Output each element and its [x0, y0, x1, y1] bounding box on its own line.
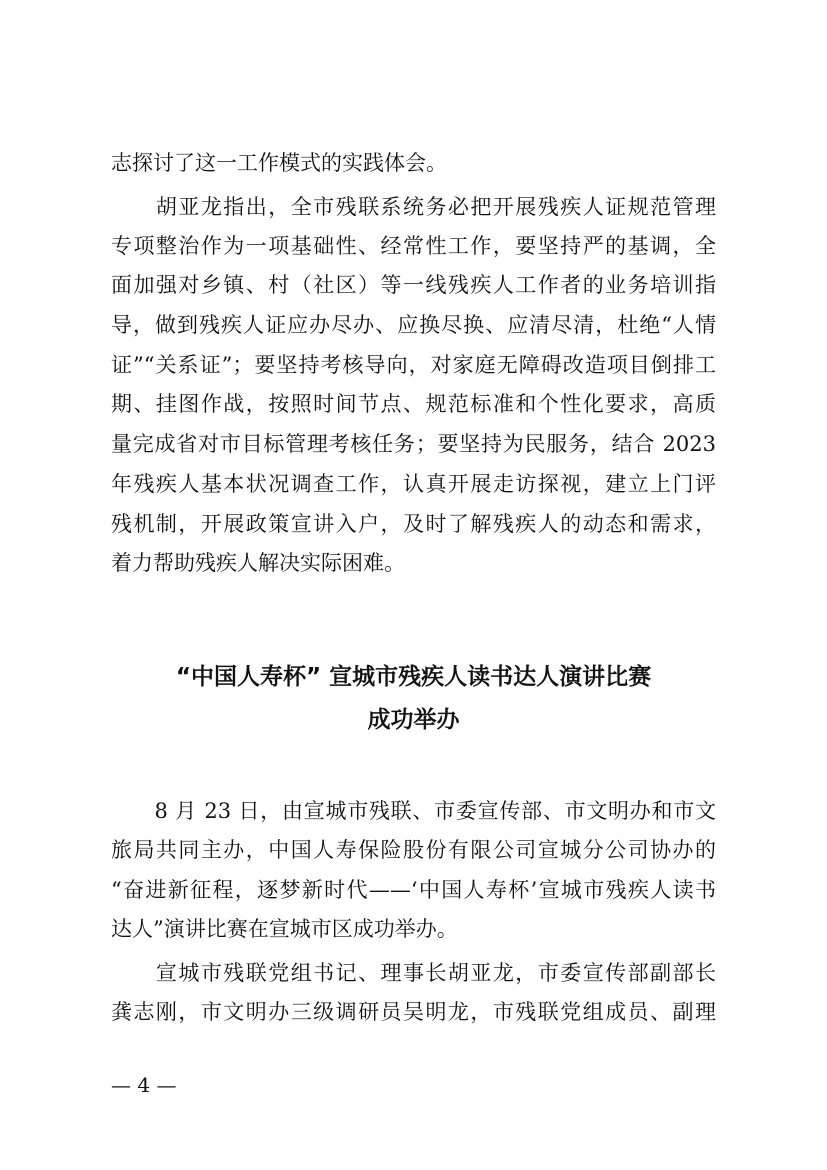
article-line-2: 旅局共同主办，中国人寿保险股份有限公司宣城分公司协办的: [111, 838, 716, 862]
body-line-3: 专项整治作为一项基础性、经常性工作，要坚持严的基调，全: [111, 234, 716, 258]
body-line-9: 年残疾人基本状况调查工作，认真开展走访探视，建立上门评: [111, 472, 716, 496]
body-line-2: 胡亚龙指出，全市残联系统务必把开展残疾人证规范管理: [111, 195, 716, 219]
article-line-4: 达人”演讲比赛在宣城市区成功举办。: [111, 917, 458, 941]
article-line-1: 8 月 23 日，由宣城市残联、市委宣传部、市文明办和市文: [111, 799, 716, 823]
article-line-5: 宣城市残联党组书记、理事长胡亚龙，市委宣传部副部长: [111, 961, 716, 985]
article-line-3: “奋进新征程，逐梦新时代——‘中国人寿杯’宣城市残疾人读书: [111, 878, 716, 902]
article-title-line-1: “中国人寿杯” 宣城市残疾人读书达人演讲比赛: [175, 664, 652, 690]
body-line-5: 导，做到残疾人证应办尽办、应换尽换、应清尽清，杜绝“人情: [111, 313, 716, 337]
article-line-6: 龚志刚，市文明办三级调研员吴明龙，市残联党组成员、副理: [111, 1000, 716, 1024]
body-line-10: 残机制，开展政策宣讲入户，及时了解残疾人的动态和需求，: [111, 512, 716, 536]
body-line-4: 面加强对乡镇、村（社区）等一线残疾人工作者的业务培训指: [111, 273, 716, 297]
body-line-7: 期、挂图作战，按照时间节点、规范标准和个性化要求，高质: [111, 392, 716, 416]
body-line-6: 证”“关系证”；要坚持考核导向，对家庭无障碍改造项目倒排工: [111, 353, 716, 377]
article-title-line-2: 成功举办: [367, 707, 460, 733]
page-number: — 4 —: [111, 1073, 177, 1097]
body-line-11: 着力帮助残疾人解决实际困难。: [111, 551, 405, 575]
body-line-8: 量完成省对市目标管理考核任务；要坚持为民服务，结合 2023: [111, 432, 716, 456]
body-line-1: 志探讨了这一工作模式的实践体会。: [111, 151, 447, 175]
